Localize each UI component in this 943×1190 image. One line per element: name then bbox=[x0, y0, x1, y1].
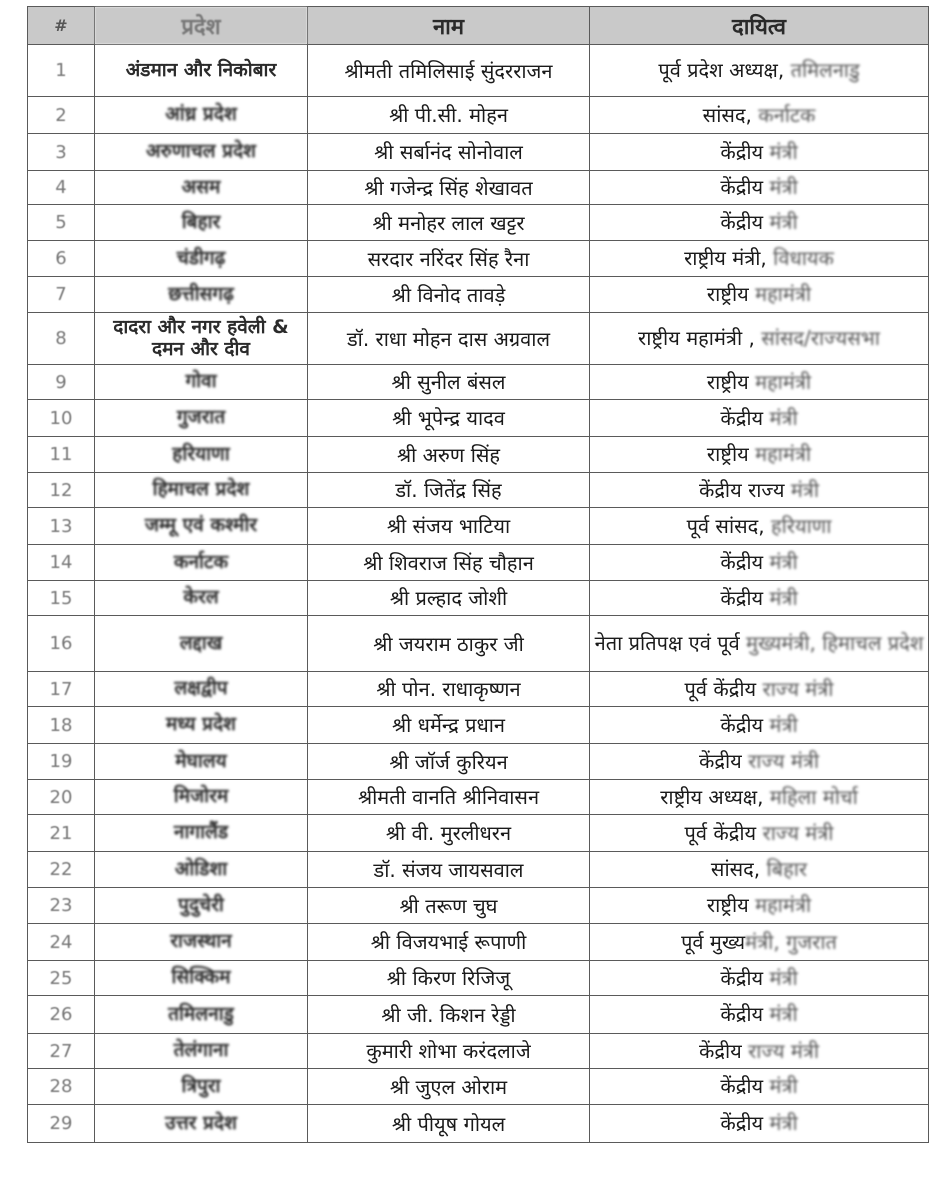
responsibility-text-blurred: मंत्री bbox=[763, 585, 798, 610]
observer-name: श्री विजयभाई रूपाणी bbox=[308, 924, 590, 961]
table-row bbox=[28, 1069, 929, 1105]
responsibility-text: सांसद, bbox=[710, 857, 761, 881]
responsibility bbox=[590, 313, 929, 365]
row-number: 20 bbox=[28, 780, 95, 815]
responsibility bbox=[590, 45, 929, 97]
row-number: 7 bbox=[28, 277, 95, 313]
table-row bbox=[28, 473, 929, 508]
responsibility bbox=[590, 205, 929, 241]
row-number: 21 bbox=[28, 815, 95, 852]
row-number: 8 bbox=[28, 313, 95, 365]
responsibility bbox=[590, 241, 929, 277]
table-row bbox=[28, 1105, 929, 1143]
responsibility bbox=[590, 400, 929, 437]
responsibility-text: केंद्रीय bbox=[720, 1074, 764, 1098]
table-row bbox=[28, 581, 929, 616]
responsibility-text: राष्ट्रीय bbox=[706, 369, 749, 394]
responsibility-text-blurred: हरियाणा bbox=[764, 513, 832, 538]
state-name: हरियाणा bbox=[95, 437, 308, 473]
responsibility-text-blurred: मंत्री bbox=[763, 405, 798, 430]
responsibility-text-blurred: मंत्री bbox=[763, 965, 798, 990]
responsibility-text-blurred: राज्य मंत्री bbox=[756, 820, 834, 845]
responsibility bbox=[590, 1105, 929, 1143]
responsibility bbox=[590, 508, 929, 545]
observer-name: श्री किरण रिजिजू bbox=[308, 961, 590, 996]
row-number: 14 bbox=[28, 545, 95, 581]
responsibility-text-blurred: महामंत्री bbox=[748, 282, 812, 306]
responsibility-text-blurred: राज्य मंत्री bbox=[741, 1038, 820, 1063]
observer-name: श्री जॉर्ज कुरियन bbox=[308, 744, 590, 780]
state-name: अरुणाचल प्रदेश bbox=[95, 134, 308, 171]
state-name: छत्तीसगढ़ bbox=[95, 277, 308, 313]
observer-name: श्री वी. मुरलीधरन bbox=[308, 815, 590, 852]
table-row bbox=[28, 134, 929, 171]
row-number: 5 bbox=[28, 205, 95, 241]
state-name: लद्दाख bbox=[95, 616, 308, 672]
state-name: पुदुचेरी bbox=[95, 888, 308, 924]
state-name: अंडमान और निकोबार bbox=[95, 45, 308, 97]
header-row bbox=[28, 7, 929, 45]
responsibility-text: केंद्रीय bbox=[720, 585, 764, 610]
responsibility-text-blurred: मुख्यमंत्री, हिमाचल प्रदेश bbox=[739, 631, 924, 655]
table-row bbox=[28, 961, 929, 996]
row-number: 9 bbox=[28, 365, 95, 400]
observer-name: श्री जुएल ओराम bbox=[308, 1069, 590, 1105]
observer-name: श्री पोन. राधाकृष्णन bbox=[308, 672, 590, 707]
row-number: 17 bbox=[28, 672, 95, 707]
responsibility-text-blurred: राज्य मंत्री bbox=[756, 676, 834, 701]
state-name: जम्मू एवं कश्मीर bbox=[95, 508, 308, 545]
responsibility-text-blurred: महामंत्री bbox=[748, 442, 812, 466]
table-row bbox=[28, 45, 929, 97]
state-name: दादरा और नगर हवेली & दमन और दीव bbox=[95, 313, 308, 365]
observer-name: श्री पी.सी. मोहन bbox=[308, 97, 590, 134]
table-row bbox=[28, 400, 929, 437]
responsibility bbox=[590, 473, 929, 508]
observers-table bbox=[27, 6, 929, 1143]
responsibility-text: राष्ट्रीय bbox=[706, 442, 749, 466]
state-name: केरल bbox=[95, 581, 308, 616]
state-name: चंडीगढ़ bbox=[95, 241, 308, 277]
table-row bbox=[28, 437, 929, 473]
responsibility-text-blurred: मंत्री bbox=[763, 1111, 798, 1135]
state-name: मेघालय bbox=[95, 744, 308, 780]
responsibility bbox=[590, 672, 929, 707]
responsibility-text: राष्ट्रीय महामंत्री , bbox=[638, 326, 755, 350]
row-number: 12 bbox=[28, 473, 95, 508]
row-number: 18 bbox=[28, 707, 95, 744]
responsibility-text: केंद्रीय bbox=[698, 1038, 742, 1063]
state-name: मध्य प्रदेश bbox=[95, 707, 308, 744]
state-name: त्रिपुरा bbox=[95, 1069, 308, 1105]
observer-name: श्री जयराम ठाकुर जी bbox=[308, 616, 590, 672]
responsibility bbox=[590, 171, 929, 205]
responsibility-text: केंद्रीय bbox=[720, 1111, 764, 1135]
responsibility bbox=[590, 924, 929, 961]
row-number: 13 bbox=[28, 508, 95, 545]
table-row bbox=[28, 277, 929, 313]
table-row bbox=[28, 365, 929, 400]
state-name: तमिलनाडु bbox=[95, 996, 308, 1034]
observer-name: डॉ. राधा मोहन दास अग्रवाल bbox=[308, 313, 590, 365]
responsibility-text: केंद्रीय bbox=[720, 405, 764, 430]
observer-name: श्री शिवराज सिंह चौहान bbox=[308, 545, 590, 581]
table-row bbox=[28, 744, 929, 780]
responsibility-text: केंद्रीय bbox=[720, 1002, 764, 1026]
responsibility-text: केंद्रीय bbox=[720, 965, 764, 990]
row-number: 16 bbox=[28, 616, 95, 672]
responsibility-text-blurred: सांसद/राज्यसभा bbox=[754, 326, 880, 350]
state-name: बिहार bbox=[95, 205, 308, 241]
responsibility bbox=[590, 134, 929, 171]
responsibility-text: नेता प्रतिपक्ष एवं पूर्व bbox=[594, 631, 740, 655]
responsibility-text-blurred: मंत्री bbox=[784, 477, 820, 502]
table-row bbox=[28, 815, 929, 852]
header-state: प्रदेश bbox=[95, 7, 308, 45]
responsibility-text-blurred: महामंत्री bbox=[748, 369, 812, 394]
responsibility-text: पूर्व केंद्रीय bbox=[684, 676, 757, 701]
observer-name: श्री पीयूष गोयल bbox=[308, 1105, 590, 1143]
responsibility-text-blurred: राज्य मंत्री bbox=[741, 749, 820, 773]
responsibility-text-blurred: मंत्री bbox=[763, 139, 798, 164]
observer-name: श्री मनोहर लाल खट्टर bbox=[308, 205, 590, 241]
responsibility-text-blurred: बिहार bbox=[760, 857, 808, 881]
state-name: तेलंगाना bbox=[95, 1034, 308, 1069]
state-name: राजस्थान bbox=[95, 924, 308, 961]
responsibility-text: राष्ट्रीय bbox=[706, 893, 749, 917]
row-number: 1 bbox=[28, 45, 95, 97]
table-row bbox=[28, 508, 929, 545]
observer-name: कुमारी शोभा करंदलाजे bbox=[308, 1034, 590, 1069]
responsibility bbox=[590, 581, 929, 616]
responsibility-text-blurred: मंत्री bbox=[763, 210, 798, 234]
responsibility bbox=[590, 961, 929, 996]
observer-name: श्री तरूण चुघ bbox=[308, 888, 590, 924]
state-name: हिमाचल प्रदेश bbox=[95, 473, 308, 508]
row-number: 24 bbox=[28, 924, 95, 961]
header-name: नाम bbox=[308, 7, 590, 45]
responsibility bbox=[590, 852, 929, 888]
responsibility-text: केंद्रीय bbox=[720, 210, 764, 234]
responsibility-text: पूर्व प्रदेश अध्यक्ष, bbox=[658, 58, 785, 82]
responsibility-text-blurred: महामंत्री bbox=[748, 893, 812, 917]
observer-name: सरदार नरिंदर सिंह रैना bbox=[308, 241, 590, 277]
state-name: सिक्किम bbox=[95, 961, 308, 996]
responsibility-text: राष्ट्रीय अध्यक्ष, bbox=[660, 784, 764, 809]
observer-name: श्री संजय भाटिया bbox=[308, 508, 590, 545]
table-body bbox=[28, 45, 929, 1143]
responsibility-text-blurred: मंत्री, गुजरात bbox=[745, 929, 837, 954]
observer-name: डॉ. संजय जायसवाल bbox=[308, 852, 590, 888]
table-row bbox=[28, 313, 929, 365]
row-number: 22 bbox=[28, 852, 95, 888]
state-name: ओडिशा bbox=[95, 852, 308, 888]
table-row bbox=[28, 888, 929, 924]
responsibility bbox=[590, 888, 929, 924]
row-number: 10 bbox=[28, 400, 95, 437]
responsibility bbox=[590, 780, 929, 815]
table-row bbox=[28, 672, 929, 707]
row-number: 19 bbox=[28, 744, 95, 780]
state-name: नागालैंड bbox=[95, 815, 308, 852]
table-row bbox=[28, 545, 929, 581]
responsibility bbox=[590, 815, 929, 852]
table-row bbox=[28, 707, 929, 744]
observer-name: डॉ. जितेंद्र सिंह bbox=[308, 473, 590, 508]
header-number: # bbox=[28, 7, 95, 45]
row-number: 26 bbox=[28, 996, 95, 1034]
table-row bbox=[28, 924, 929, 961]
observer-name: श्रीमती तमिलिसाई सुंदरराजन bbox=[308, 45, 590, 97]
observer-name: श्री जी. किशन रेड्डी bbox=[308, 996, 590, 1034]
row-number: 23 bbox=[28, 888, 95, 924]
responsibility bbox=[590, 1034, 929, 1069]
observer-name: श्रीमती वानति श्रीनिवासन bbox=[308, 780, 590, 815]
responsibility-text: केंद्रीय राज्य bbox=[698, 477, 785, 502]
responsibility-text: पूर्व मुख्य bbox=[681, 929, 746, 954]
responsibility bbox=[590, 1069, 929, 1105]
responsibility bbox=[590, 97, 929, 134]
table-row bbox=[28, 780, 929, 815]
responsibility-text: पूर्व सांसद, bbox=[686, 513, 765, 538]
responsibility-text-blurred: मंत्री bbox=[763, 550, 798, 574]
responsibility bbox=[590, 545, 929, 581]
row-number: 29 bbox=[28, 1105, 95, 1143]
observer-name: श्री सर्बानंद सोनोवाल bbox=[308, 134, 590, 171]
responsibility-text-blurred: कर्नाटक bbox=[751, 102, 816, 127]
responsibility bbox=[590, 365, 929, 400]
responsibility-text: राष्ट्रीय मंत्री, bbox=[684, 246, 767, 270]
table-header bbox=[28, 7, 929, 45]
table-row bbox=[28, 171, 929, 205]
row-number: 15 bbox=[28, 581, 95, 616]
table-row bbox=[28, 241, 929, 277]
state-name: कर्नाटक bbox=[95, 545, 308, 581]
responsibility bbox=[590, 996, 929, 1034]
observer-name: श्री प्रल्हाद जोशी bbox=[308, 581, 590, 616]
state-name: मिजोरम bbox=[95, 780, 308, 815]
observer-name: श्री भूपेन्द्र यादव bbox=[308, 400, 590, 437]
state-name: उत्तर प्रदेश bbox=[95, 1105, 308, 1143]
table-row bbox=[28, 616, 929, 672]
responsibility-text: केंद्रीय bbox=[720, 139, 764, 164]
responsibility-text-blurred: मंत्री bbox=[763, 1074, 798, 1098]
responsibility bbox=[590, 744, 929, 780]
responsibility bbox=[590, 616, 929, 672]
row-number: 2 bbox=[28, 97, 95, 134]
row-number: 6 bbox=[28, 241, 95, 277]
responsibility-text-blurred: तमिलनाडु bbox=[784, 58, 860, 82]
table-row bbox=[28, 996, 929, 1034]
responsibility-text: केंद्रीय bbox=[720, 712, 764, 737]
table-row bbox=[28, 97, 929, 134]
responsibility-text-blurred: विधायक bbox=[766, 246, 834, 270]
observer-name: श्री धर्मेन्द्र प्रधान bbox=[308, 707, 590, 744]
header-responsibility: दायित्व bbox=[590, 7, 929, 45]
table-row bbox=[28, 852, 929, 888]
row-number: 3 bbox=[28, 134, 95, 171]
responsibility-text: पूर्व केंद्रीय bbox=[684, 820, 757, 845]
responsibility-text-blurred: मंत्री bbox=[763, 712, 798, 737]
table-row bbox=[28, 1034, 929, 1069]
observer-name: श्री गजेन्द्र सिंह शेखावत bbox=[308, 171, 590, 205]
responsibility-text-blurred: महिला मोर्चा bbox=[763, 784, 858, 809]
responsibility bbox=[590, 707, 929, 744]
row-number: 11 bbox=[28, 437, 95, 473]
row-number: 25 bbox=[28, 961, 95, 996]
row-number: 28 bbox=[28, 1069, 95, 1105]
state-name: गुजरात bbox=[95, 400, 308, 437]
responsibility-text: केंद्रीय bbox=[720, 175, 764, 199]
responsibility bbox=[590, 277, 929, 313]
responsibility-text-blurred: मंत्री bbox=[763, 175, 798, 199]
responsibility-text-blurred: मंत्री bbox=[763, 1002, 798, 1026]
state-name: असम bbox=[95, 171, 308, 205]
state-name: आंध्र प्रदेश bbox=[95, 97, 308, 134]
responsibility-text: सांसद, bbox=[702, 102, 752, 127]
responsibility-text: केंद्रीय bbox=[698, 749, 742, 773]
row-number: 4 bbox=[28, 171, 95, 205]
state-name: लक्षद्वीप bbox=[95, 672, 308, 707]
observer-name: श्री सुनील बंसल bbox=[308, 365, 590, 400]
observer-name: श्री विनोद तावड़े bbox=[308, 277, 590, 313]
row-number: 27 bbox=[28, 1034, 95, 1069]
observer-name: श्री अरुण सिंह bbox=[308, 437, 590, 473]
responsibility-text: राष्ट्रीय bbox=[706, 282, 749, 306]
table-row bbox=[28, 205, 929, 241]
state-name: गोवा bbox=[95, 365, 308, 400]
responsibility bbox=[590, 437, 929, 473]
responsibility-text: केंद्रीय bbox=[720, 550, 764, 574]
